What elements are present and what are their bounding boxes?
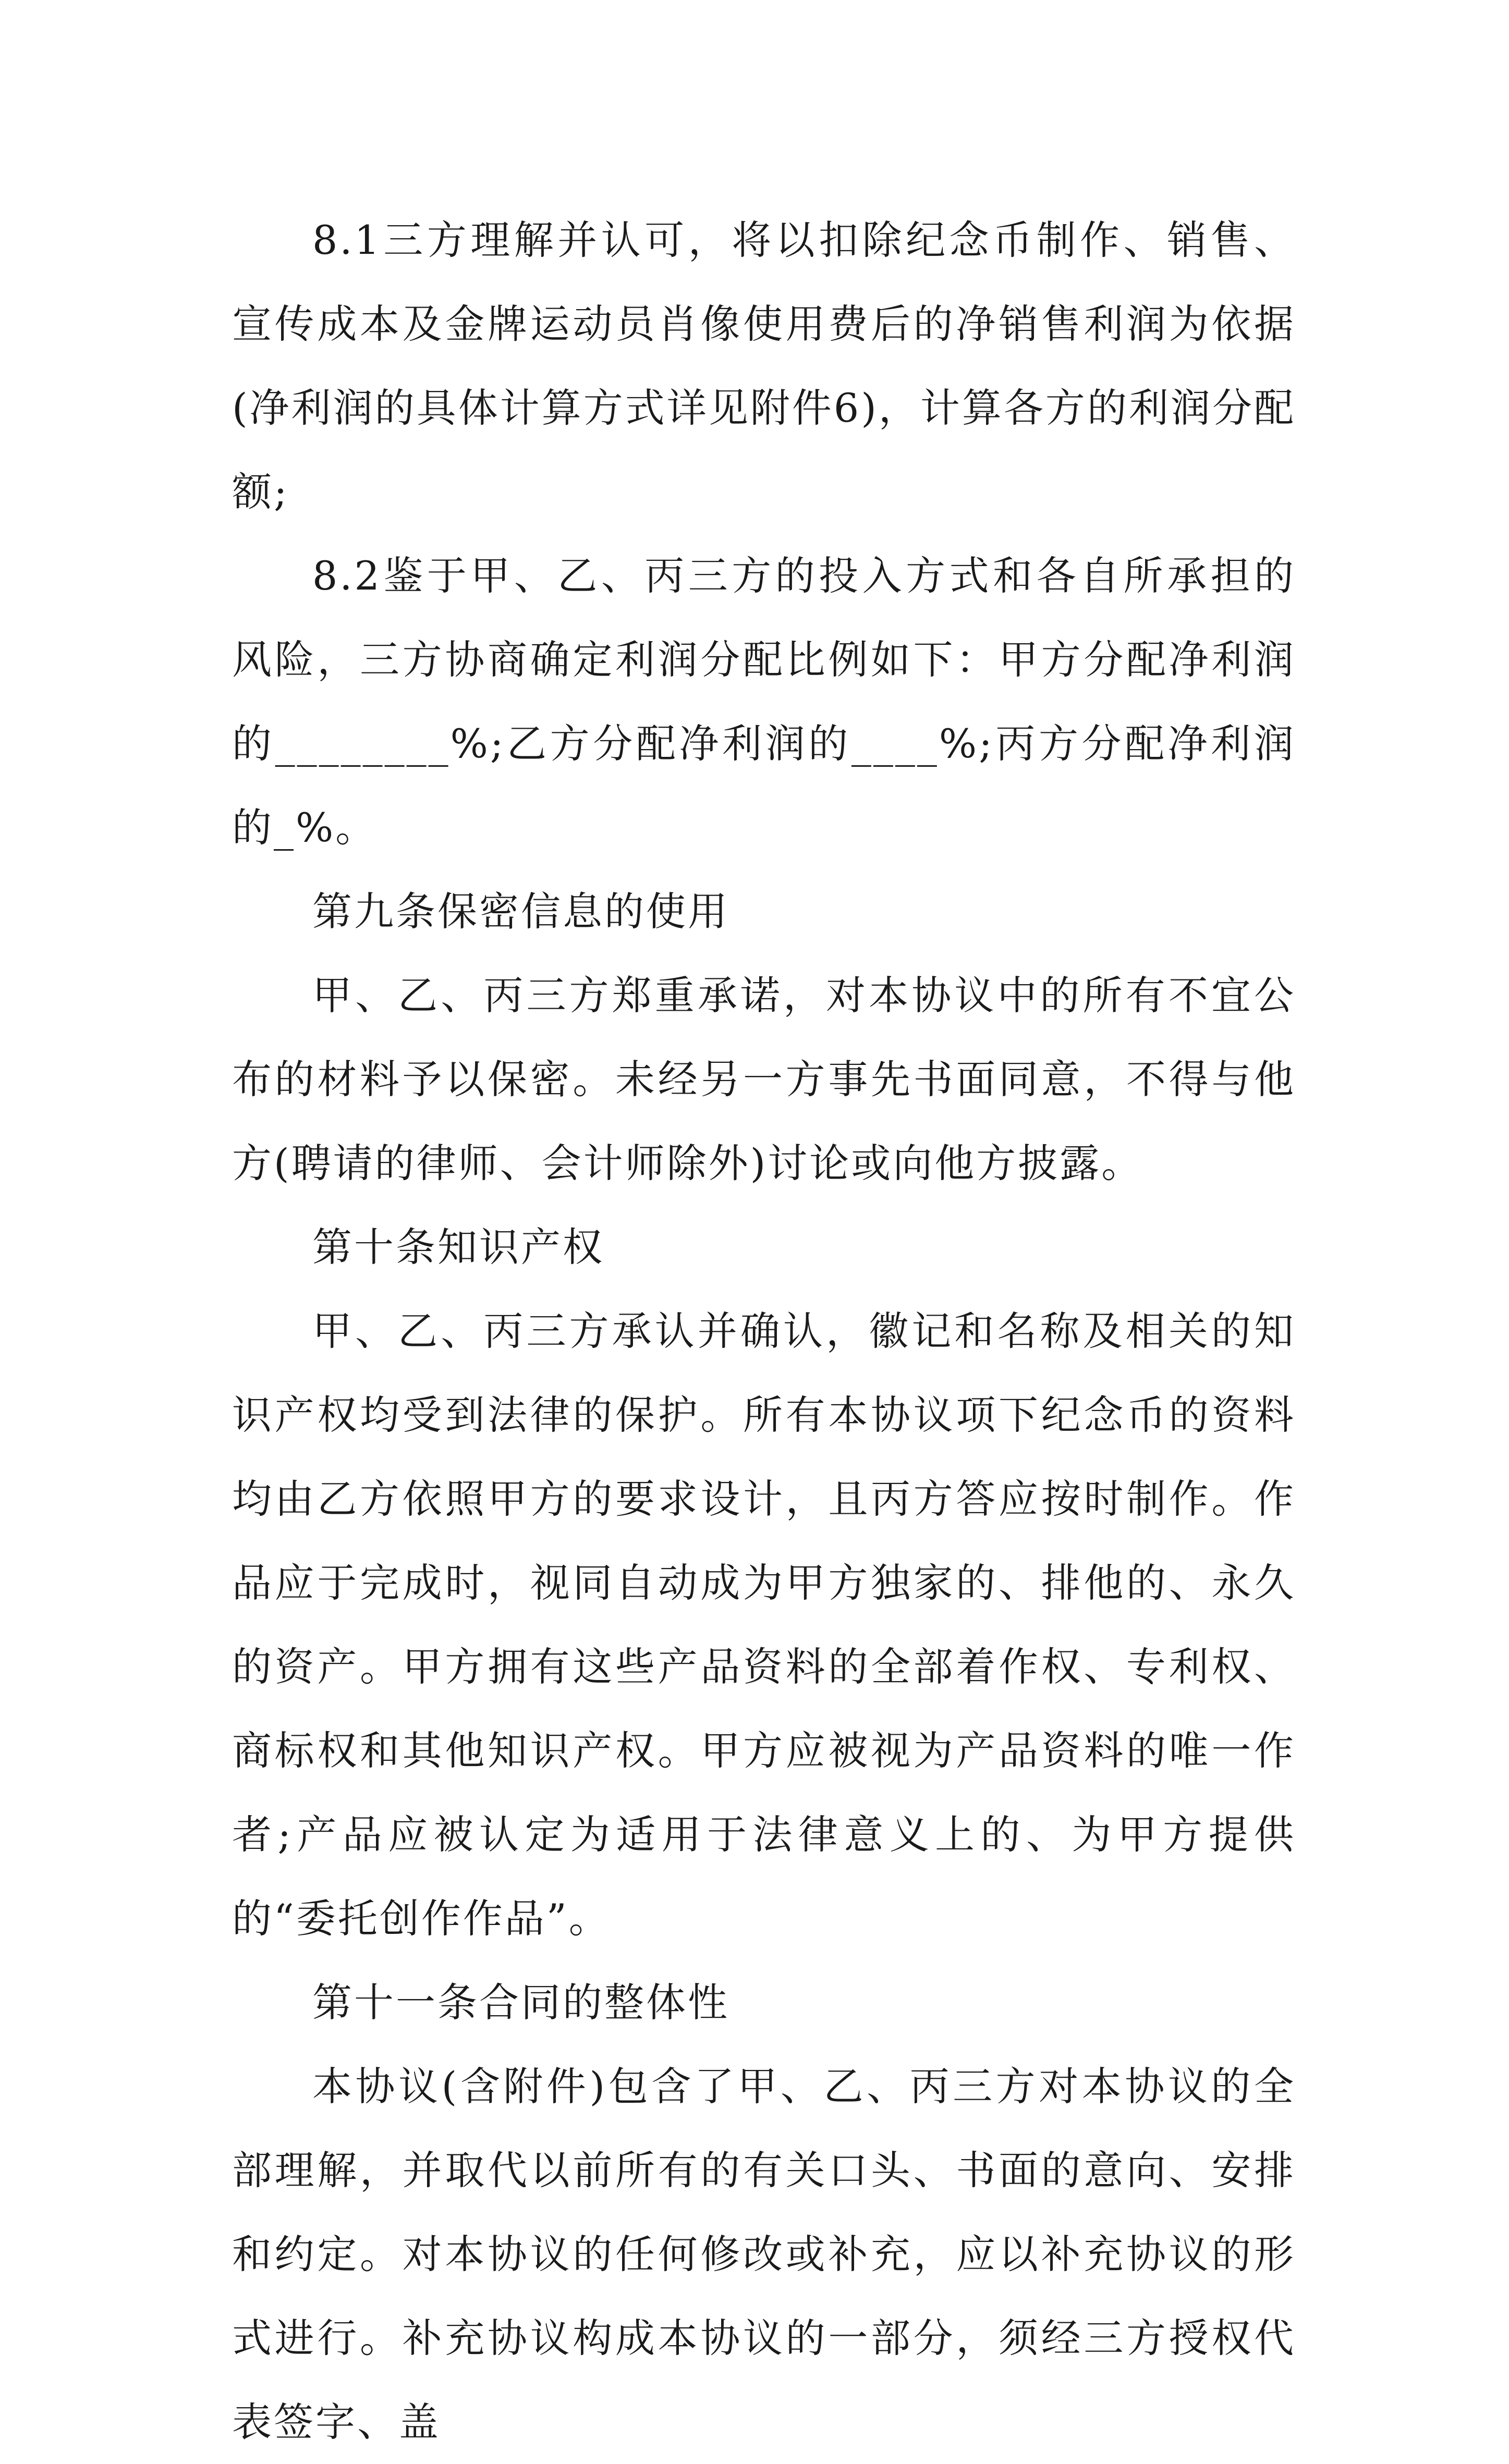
article-10-body: 甲、乙、丙三方承认并确认，徽记和名称及相关的知识产权均受到法律的保护。所有本协议项下纪念币的资料均由乙方依照甲方的要求设计，且丙方答应按时制作。作品应于完成时，视同自动成为甲方独家的、排他的、永久的资产。甲方拥有这些产品资料的全部着作权、专利权、商标权和其他知识产权。甲方应被视为产品资料的唯一作者;产品应被认定为适用于法律意义上的、为甲方提供的“委托创作作品”。	[232, 1308, 1296, 1942]
article-11-body: 本协议(含附件)包含了甲、乙、丙三方对本协议的全部理解，并取代以前所有的有关口头、书面的意向、安排和约定。对本协议的任何修改或补充，应以补充协议的形式进行。补充协议构成本协议的一部分，须经三方授权代表签字、盖	[232, 2063, 1296, 2445]
article-11-heading: 第十一条合同的整体性	[312, 1979, 729, 2026]
document-body	[232, 198, 1296, 2464]
article-9-heading: 第九条保密信息的使用	[312, 888, 729, 935]
article-9-body: 甲、乙、丙三方郑重承诺，对本协议中的所有不宜公布的材料予以保密。未经另一方事先书面同意，不得与他方(聘请的律师、会计师除外)讨论或向他方披露。	[232, 972, 1296, 1186]
clause-8-1: 8.1三方理解并认可，将以扣除纪念币制作、销售、宣传成本及金牌运动员肖像使用费后的净销售利润为依据(净利润的具体计算方式详见附件6)，计算各方的利润分配额;	[232, 217, 1296, 515]
clause-8-2: 8.2鉴于甲、乙、丙三方的投入方式和各自所承担的风险，三方协商确定利润分配比例如下：甲方分配净利润的________%;乙方分配净利润的____%;丙方分配净利润的_%。	[232, 553, 1296, 851]
article-10-heading: 第十条知识产权	[312, 1224, 604, 1270]
